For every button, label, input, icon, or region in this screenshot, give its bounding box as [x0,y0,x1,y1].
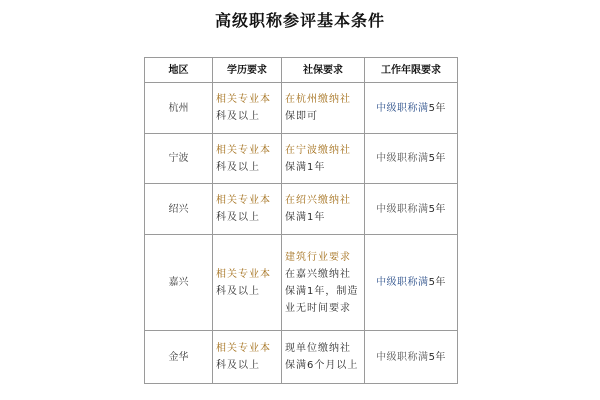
requirements-table [144,57,458,384]
social-security-cell: 现单位缴纳社 保满6个月以上 [282,331,365,384]
social-security-cell: 建筑行业要求 在嘉兴缴纳社 保满1年，制造 业无时间要求 [282,235,365,331]
header-education: 学历要求 [213,58,282,83]
header-work-years: 工作年限要求 [365,58,458,83]
header-social-security: 社保要求 [282,58,365,83]
region-cell: 绍兴 [145,184,213,235]
work-years-cell: 中级职称满5年 [365,184,458,235]
page-title: 高级职称参评基本条件 [214,11,385,30]
table-row [145,83,458,134]
header-region: 地区 [145,58,213,83]
work-years-cell: 中级职称满5年 [365,235,458,331]
table-row [145,184,458,235]
education-cell: 相关专业本 科及以上 [213,235,282,331]
work-years-cell: 中级职称满5年 [365,331,458,384]
table-row [145,134,458,184]
region-cell: 杭州 [145,83,213,134]
table-header-row [145,58,458,83]
social-security-cell: 在杭州缴纳社 保即可 [282,83,365,134]
region-cell: 嘉兴 [145,235,213,331]
social-security-cell: 在绍兴缴纳社 保满1年 [282,184,365,235]
social-security-cell: 在宁波缴纳社 保满1年 [282,134,365,184]
region-cell: 宁波 [145,134,213,184]
education-cell: 相关专业本 科及以上 [213,331,282,384]
table-row [145,331,458,384]
education-cell: 相关专业本 科及以上 [213,134,282,184]
education-cell: 相关专业本 科及以上 [213,83,282,134]
education-cell: 相关专业本 科及以上 [213,184,282,235]
work-years-cell: 中级职称满5年 [365,134,458,184]
work-years-cell: 中级职称满5年 [365,83,458,134]
region-cell: 金华 [145,331,213,384]
table-row [145,235,458,331]
